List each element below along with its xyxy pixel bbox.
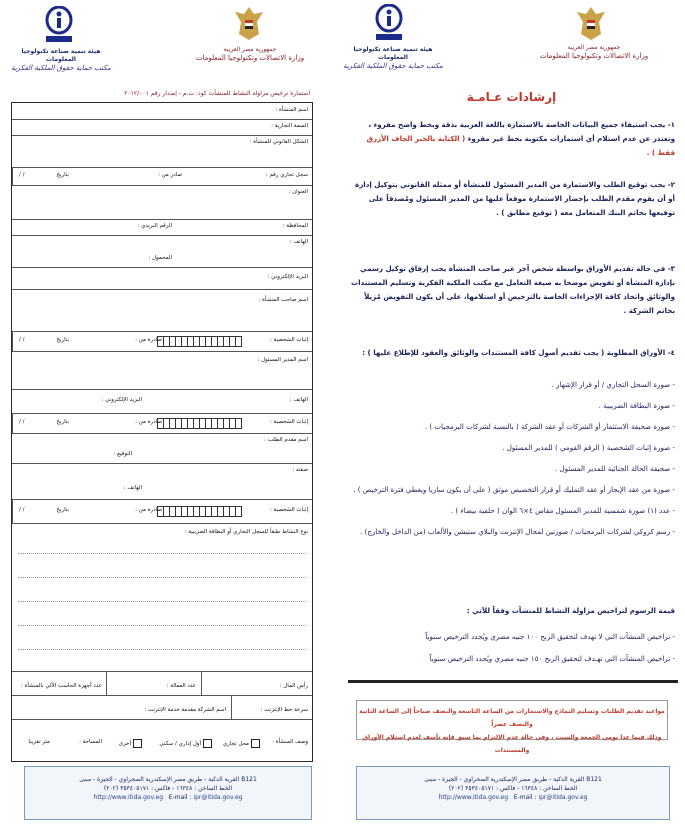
ministry-block-right xyxy=(534,44,654,60)
capital-label: رأس المال : xyxy=(279,683,308,689)
owner-label: اسم صاحب المنشأة : xyxy=(258,297,308,303)
form-header xyxy=(0,0,330,92)
ministry-name: وزارة الاتصالات وتكنولوجيا المعلومات xyxy=(195,54,305,62)
instruction-4: ٤- الأوراق المطلوبة ( يجب تقديم أصول كافة المستندات والوثائق والعقود للإطلاع عليها ) : xyxy=(362,348,675,357)
email-label: البريد الإلكتروني : xyxy=(267,274,308,280)
form-page xyxy=(0,0,330,830)
opt-commercial-label: محل تجاري xyxy=(222,741,249,747)
authority-block xyxy=(6,48,116,72)
footer-email-label: E-mail : xyxy=(168,794,192,801)
doc-item: - رسم كروكي لشركات البرمجيات / صورتين لمحال الإنترنت والبلاي ستيشن والألعاب (من الداخل والخارج) . xyxy=(360,527,675,536)
doc-item: - صورة من عقد الإيجار أو عقد التمليك أو قرار التخصيص موثق ( على أن يكون ساريا ويغطي فترة الترخيص ) . xyxy=(353,485,675,494)
opt-other[interactable] xyxy=(119,739,144,748)
instructions-header xyxy=(338,0,685,92)
isp-label: اسم الشركة مقدمة خدمة الإنترنت : xyxy=(144,707,226,713)
facility-name-label: اسم المنشأة : xyxy=(275,107,308,113)
opt-other-label: أخرى xyxy=(118,741,131,747)
authority-name-right: هيئة تنمية صناعة تكنولوجيا المعلومات xyxy=(353,46,433,61)
row-owner[interactable] xyxy=(12,289,312,332)
cr-date-mask: / / xyxy=(19,172,25,178)
doc-item: - صحيفة الحالة الجنائية للمدير المسئول . xyxy=(555,464,675,473)
applicant-id-boxes[interactable] xyxy=(158,506,242,517)
doc-item: - صورة البطاقة الضريبية . xyxy=(598,401,675,410)
row-activity-type[interactable] xyxy=(12,523,312,672)
capacity-label: صفته : xyxy=(292,467,308,473)
footer-website[interactable]: http://www.itida.gov.eg xyxy=(93,794,164,801)
footer-address: القرية الذكية - طريق مصر الإسكندرية الصحراوي - الجيزة - مبنى B121 xyxy=(79,776,257,783)
activity-type-label: نوع النشاط طبقاً للسجل التجاري أو البطاقة الضريبية : xyxy=(184,529,308,535)
manager-id-date-label: بتاريخ xyxy=(56,419,69,425)
row-manager[interactable] xyxy=(12,351,312,390)
owner-id-label: إثبات الشخصية : xyxy=(270,337,308,343)
row-manager-phone[interactable] xyxy=(12,389,312,414)
row-trade-name[interactable] xyxy=(12,119,312,136)
owner-id-date-field[interactable] xyxy=(12,331,73,351)
fees-title: قيمة الرسوم لتراخيص مزاولة النشاط للمنشآت وفقاً للآتي : xyxy=(466,606,675,615)
footer-email-label-right: E-mail : xyxy=(513,794,537,801)
row-facility-name[interactable] xyxy=(12,103,312,120)
license-form xyxy=(11,102,313,762)
applicant-id-date-field[interactable] xyxy=(12,499,73,523)
notice-line-1: مواعيد تقديم الطلبات وتسليم النماذج والاستمارات من الساعة التاسعة والنصف صباحاً إلى الساعة الثانية والنصف عصراً xyxy=(359,708,665,728)
opt-admin[interactable] xyxy=(159,739,214,748)
postal-label: الرقم البريدي : xyxy=(137,223,172,229)
trade-name-label: السمة التجارية : xyxy=(271,123,308,129)
instruction-3: ٣- في حالة تقديم الأوراق بواسطة شخص آخر غير صاحب المنشأة يجب إرفاق توكيل رسمي بإدارة المنشأة أو تفويض موضحا به صيغة التعامل مع مكتب الملكية الفكرية وتسليم المستندات والوثائق واتخاذ كافة الإجراءات الخاصة بالترخيص أو استلامها، على أن يكون التفويض مُزيلاً بخاتم الشركة . xyxy=(351,264,675,315)
footer-email[interactable]: ipr@itida.gov.eg xyxy=(193,794,243,801)
republic-name-right: جمهورية مصر العربية xyxy=(567,44,621,51)
cr-issued-label: صادر من : xyxy=(158,172,182,178)
applicant-id-date-label: بتاريخ xyxy=(56,507,69,513)
owner-id-boxes[interactable] xyxy=(158,336,242,347)
mobile-label: المحمول : xyxy=(148,255,172,261)
speed-label: سرعة خط الإنترنت : xyxy=(260,707,308,713)
describe-label: وصف المنشأة : xyxy=(272,739,308,745)
admin-checkbox[interactable] xyxy=(203,739,212,748)
manager-email-label: البريد الإلكتروني : xyxy=(101,397,142,403)
footer-address-right: القرية الذكية - طريق مصر الإسكندرية الصحراوي - الجيزة - مبنى B121 xyxy=(424,776,602,783)
signature-label: التوقيع : xyxy=(113,451,132,457)
notice-line-2: وذلك فيما عدا يومي الجمعة والسبت ، وفي حالة عدم الإلتزام بما سبق فإنه تأسف لعدم استلام الأوراق والمستندات xyxy=(362,734,662,754)
owner-id-date-label: بتاريخ xyxy=(56,337,69,343)
manager-id-issued-label: صادرة من : xyxy=(135,419,162,425)
phone-label: الهاتف : xyxy=(289,239,308,245)
instructions-title: إرشادات عـامـة xyxy=(466,90,557,104)
area-label: المساحة : xyxy=(79,739,102,745)
row-owner-id[interactable] xyxy=(12,331,312,352)
address-label: العنوان : xyxy=(288,189,308,195)
row-email[interactable] xyxy=(12,267,312,290)
row-address[interactable] xyxy=(12,185,312,220)
row-phone[interactable] xyxy=(12,235,312,268)
applicant-phone-label: الهاتف : xyxy=(123,485,142,491)
documents-list xyxy=(349,374,675,542)
applicant-id-date-mask: / / xyxy=(19,507,25,513)
republic-name: جمهورية مصر العربية xyxy=(223,46,277,53)
applicant-label: اسم مقدم الطلب : xyxy=(264,437,308,443)
row-governorate[interactable] xyxy=(12,219,312,236)
instruction-1-text: ١- يجب استيفاء جميع البيانات الخاصة بالاستمارة باللغة العربية بدقة وبخط واضح مقروء ، ونعتذر عن عدم استلام أي استمارات مكتوبة بخط غير مقروء xyxy=(368,120,675,143)
cr-date-label: بتاريخ xyxy=(56,172,69,178)
manager-label: اسم المدير المسئول : xyxy=(257,357,308,363)
blue-ink-note: ( الكتابة بالحبر الجاف الأزرق فقط ) . xyxy=(366,134,675,157)
footer-website-right[interactable]: http://www.itida.gov.eg xyxy=(438,794,509,801)
owner-id-date-mask: / / xyxy=(19,337,25,343)
instruction-2: ٢- يجب توقيع الطلب والاستمارة من المدير المسئول للمنشأة أو ممثله القانوني بتوكيل إدارة أو أن يقوم مقدم الطلب بإحضار الاستمارة موقعاً عليها من المدير المسئول ومُصدقاً على توقيعها بخاتم البنك المتعامل معه ( توقيع مطابق ) . xyxy=(355,180,675,217)
ipr-office-right: مكتب حماية حقوق الملكية الفكرية xyxy=(343,62,443,70)
egypt-eagle-icon xyxy=(574,4,608,44)
manager-phone-label: الهاتف : xyxy=(289,397,308,403)
instructions-page xyxy=(338,0,685,830)
workers-label: عدد العمالة : xyxy=(166,683,196,689)
other-checkbox[interactable] xyxy=(133,739,142,748)
manager-id-date-field[interactable] xyxy=(12,413,73,433)
instruction-1 xyxy=(349,118,675,160)
doc-item: - صورة صحيفة الاستثمار أو الشركات أو عقد الشركة ( بالنسبة لشركات البرمجيات ) . xyxy=(424,422,675,431)
footer-email-right[interactable]: ipr@itida.gov.eg xyxy=(538,794,588,801)
row-applicant[interactable] xyxy=(12,433,312,464)
row-description[interactable] xyxy=(12,719,312,761)
instructions-footer xyxy=(356,766,670,820)
ministry-name-right: وزارة الاتصالات وتكنولوجيا المعلومات xyxy=(539,52,649,60)
itida-logo-icon xyxy=(374,4,404,42)
ministry-block xyxy=(190,46,310,62)
applicant-id-label: إثبات الشخصية : xyxy=(270,507,308,513)
egypt-eagle-icon xyxy=(232,4,266,44)
row-commercial-register[interactable] xyxy=(12,167,312,186)
row-capacity[interactable] xyxy=(12,463,312,500)
row-applicant-id[interactable] xyxy=(12,499,312,524)
form-code-title: استمارة ترخيص مزاولة النشاط للمنشآت كود: ت.م - إصدار رقم ٢٠١٢/٠٠١ xyxy=(124,90,310,97)
footer-phones: الخط الساخن : ١٦٣٤٨ - فاكس : ٣٥٣٤٠٥١٧١ (٢٠٢) xyxy=(103,785,233,792)
opt-commercial[interactable] xyxy=(223,739,262,748)
office-hours-notice xyxy=(356,700,668,754)
legal-form-label: الشكل القانوني للمنشأة : xyxy=(249,139,308,145)
authority-name: هيئة تنمية صناعة تكنولوجيا المعلومات xyxy=(21,48,101,63)
doc-item: - عدد (١) صورة شمسية للمدير المسئول مقاس ٤×٦ الوان ( خلفية بيضاء ) . xyxy=(450,506,675,515)
footer-phones-right: الخط الساخن : ١٦٣٤٨ - فاكس : ٣٥٣٤٠٥١٧١ (٢٠٢) xyxy=(448,785,578,792)
fee-nonprofit: - تراخيص المنشآت التي لا تهدف لتحقيق الربح ١٠٠ جنيه مصري ويُجدد الترخيص سنوياً xyxy=(425,632,675,641)
computers-label: عدد أجهزة الحاسب الآلي بالمنشأة : xyxy=(20,683,102,689)
area-unit: متر تقريبا xyxy=(28,739,50,745)
commercial-checkbox[interactable] xyxy=(251,739,260,748)
form-footer xyxy=(24,766,312,820)
cr-label: سجل تجاري رقم : xyxy=(265,172,308,178)
governorate-label: المحافظة : xyxy=(282,223,308,229)
owner-id-issued-label: صادرة من : xyxy=(135,337,162,343)
row-manager-id[interactable] xyxy=(12,413,312,434)
manager-id-boxes[interactable] xyxy=(158,418,242,429)
itida-logo-icon xyxy=(44,6,74,44)
authority-block-right xyxy=(338,46,448,70)
doc-item: - صورة السجل التجاري / أو قرار الإشهار . xyxy=(551,380,675,389)
fee-profit: - تراخيص المنشآت التي تهـدف لتحقيق الربح ١٥٠ جنيه مصري ويُجدد الترخيص سنوياً xyxy=(429,654,675,663)
ipr-office: مكتب حماية حقوق الملكية الفكرية xyxy=(11,64,111,72)
manager-id-date-mask: / / xyxy=(19,419,25,425)
manager-id-label: إثبات الشخصية : xyxy=(270,419,308,425)
opt-admin-label: أول إداري / سكني xyxy=(159,741,201,747)
row-internet[interactable] xyxy=(12,695,312,720)
doc-item: - صورة إثبات الشخصية ( الرقم القومي ) للمدير المسئول . xyxy=(502,443,675,452)
applicant-id-issued-label: صادرة من : xyxy=(135,507,162,513)
divider xyxy=(348,680,678,683)
row-capital[interactable] xyxy=(12,671,312,696)
row-legal-form[interactable] xyxy=(12,135,312,168)
cr-date-field[interactable] xyxy=(12,167,73,185)
